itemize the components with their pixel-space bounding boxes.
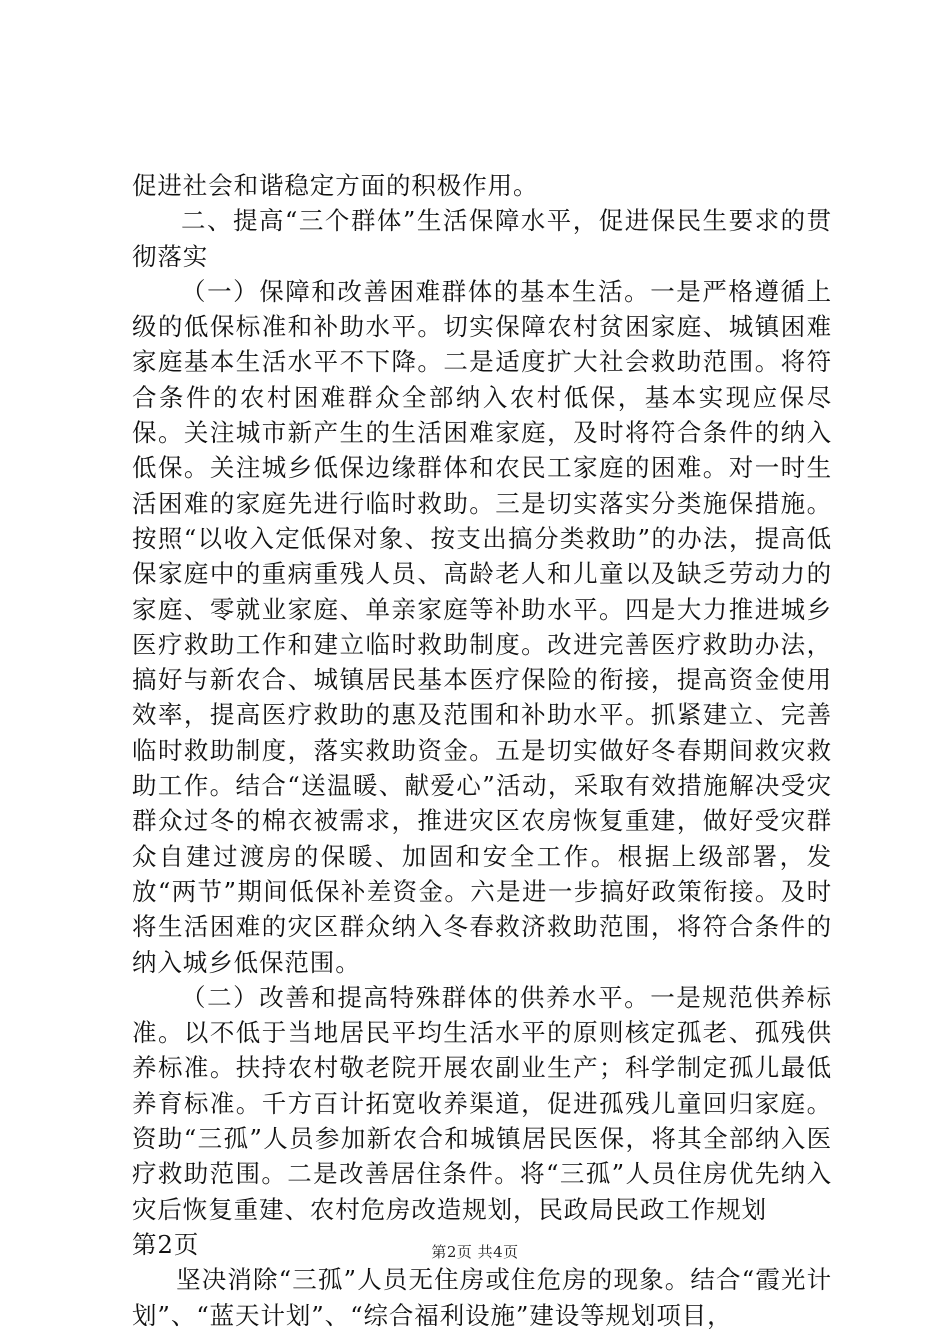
footer-page-label: 第2页 共4页 bbox=[431, 1243, 519, 1261]
paragraph-special-groups: （二）改善和提高特殊群体的供养水平。一是规范供养标准。以不低于当地居民平均生活水平的原则核定孤老、孤残供养标准。扶持农村敬老院开展农副业生产；科学制定孤儿最低养育标准。千方百计拓宽收养渠道，促进孤残儿童回归家庭。资助“三孤”人员参加新农合和城镇居民医保，将其全部纳入医疗救助范围。二是改善居住条件。将“三孤”人员住房优先纳入灾后恢复重建、农村危房改造规划，民政局民政工作规划 bbox=[132, 982, 832, 1224]
paragraph-housing-continuation: 坚决消除“三孤”人员无住房或住危房的现象。结合“霞光计划”、“蓝天计划”、“综合福利设施”建设等规划项目， bbox=[132, 1265, 832, 1330]
page-footer bbox=[0, 1242, 950, 1262]
paragraph-difficult-groups: （一）保障和改善困难群体的基本生活。一是严格遵循上级的低保标准和补助水平。切实保障农村贫困家庭、城镇困难家庭基本生活水平不下降。二是适度扩大社会救助范围。将符合条件的农村困难群众全部纳入农村低保，基本实现应保尽保。关注城市新产生的生活困难家庭，及时将符合条件的纳入低保。关注城乡低保边缘群体和农民工家庭的困难。对一时生活困难的家庭先进行临时救助。三是切实落实分类施保措施。按照“以收入定低保对象、按支出搞分类救助”的办法，提高低保家庭中的重病重残人员、高龄老人和儿童以及缺乏劳动力的家庭、零就业家庭、单亲家庭等补助水平。四是大力推进城乡医疗救助工作和建立临时救助制度。改进完善医疗救助办法，搞好与新农合、城镇居民基本医疗保险的衔接，提高资金使用效率，提高医疗救助的惠及范围和补助水平。抓紧建立、完善临时救助制度，落实救助资金。五是切实做好冬春期间救灾救助工作。结合“送温暖、献爱心”活动，采取有效措施解决受灾群众过冬的棉衣被需求，推进灾区农房恢复重建，做好受灾群众自建过渡房的保暖、加固和安全工作。根据上级部署，发放“两节”期间低保补差资金。六是进一步搞好政策衔接。及时将生活困难的灾区群众纳入冬春救济救助范围，将符合条件的纳入城乡低保范围。 bbox=[132, 276, 832, 977]
inline-page-number: 第2页 bbox=[132, 1229, 200, 1259]
document-body bbox=[132, 168, 832, 1333]
paragraph-closing-sentence: 促进社会和谐稳定方面的积极作用。 bbox=[132, 171, 539, 200]
section-heading-two: 二、提高“三个群体”生活保障水平，促进保民生要求的贯彻落实 bbox=[132, 206, 832, 271]
